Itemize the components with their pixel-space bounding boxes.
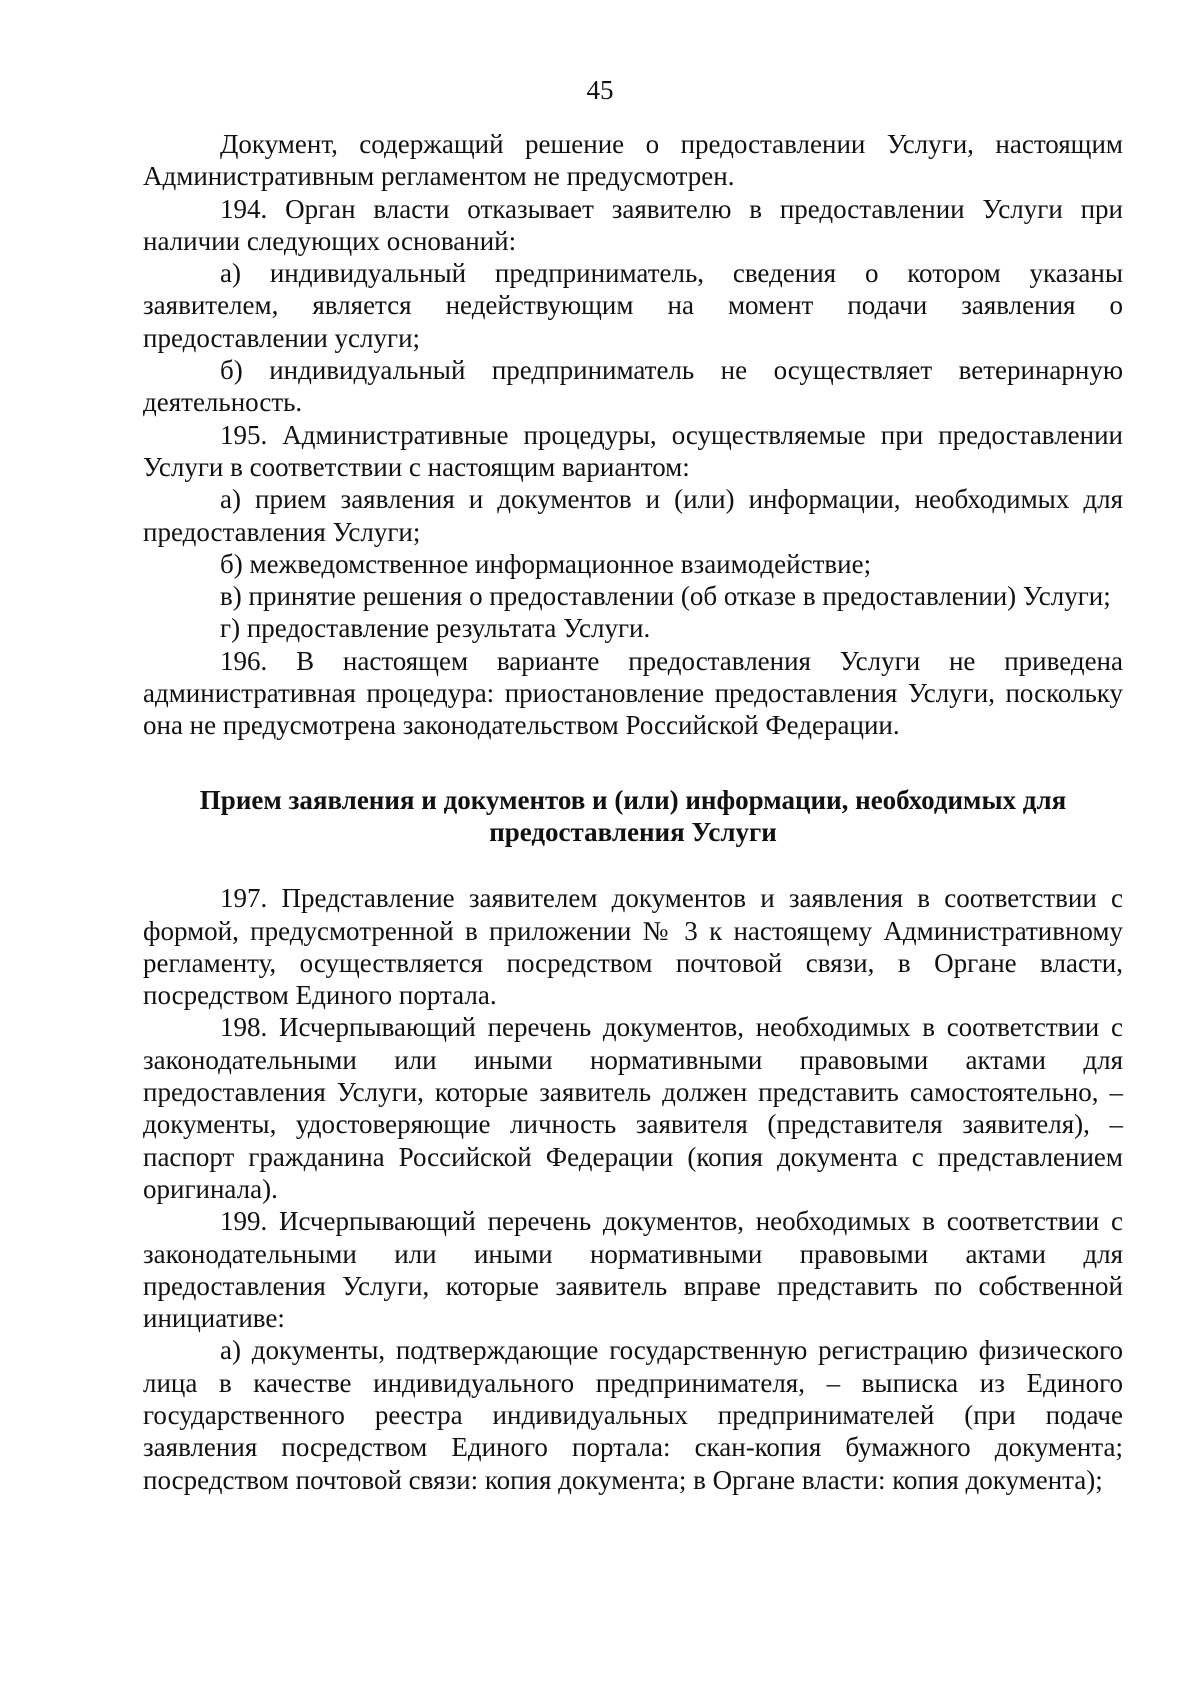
- paragraph-194-b: б) индивидуальный предприниматель не осуществляет ветеринарную деятельность.: [143, 355, 1123, 418]
- paragraph-199-a: а) документы, подтверждающие государственную регистрацию физического лица в качестве индивидуального предпринимателя, – выписка из Единого государственного реестра индивидуальных предпринимателей (при подаче заявления посредством Единого портала: скан-копия бумажного документа; посредством почтовой связи: копия документа; в Органе власти: копия документа);: [143, 1335, 1123, 1495]
- paragraph-199: 199. Исчерпывающий перечень документов, необходимых в соответствии с законодательными или иными нормативными правовыми актами для предоставления Услуги, которые заявитель вправе представить по собственной инициативе:: [143, 1206, 1123, 1334]
- paragraph-194-a: а) индивидуальный предприниматель, сведения о котором указаны заявителем, является недействующим на момент подачи заявления о предоставлении услуги;: [143, 258, 1123, 353]
- paragraph-195-b: б) межведомственное информационное взаимодействие;: [220, 548, 872, 579]
- section-heading: Прием заявления и документов и (или) информации, необходимых для предоставления Услуги: [199, 784, 1067, 847]
- paragraph-195-g: г) предоставление результата Услуги.: [220, 613, 651, 644]
- paragraph-194: 194. Орган власти отказывает заявителю в предоставлении Услуги при наличии следующих оснований:: [143, 193, 1123, 256]
- paragraph-195: 195. Административные процедуры, осуществляемые при предоставлении Услуги в соответствии с настоящим вариантом:: [143, 419, 1123, 482]
- paragraph: Документ, содержащий решение о предоставлении Услуги, настоящим Административным регламентом не предусмотрен.: [143, 129, 1123, 192]
- paragraph-195-v: в) принятие решения о предоставлении (об отказе в предоставлении) Услуги;: [220, 581, 1111, 612]
- page-number: 45: [586, 75, 614, 105]
- paragraph-198: 198. Исчерпывающий перечень документов, необходимых в соответствии с законодательными или иными нормативными правовыми актами для предоставления Услуги, которые заявитель должен представить самостоятельно, – документы, удостоверяющие личность заявителя (представителя заявителя), – паспорт гражданина Российской Федерации (копия документа с представлением оригинала).: [143, 1012, 1123, 1204]
- paragraph-197: 197. Представление заявителем документов и заявления в соответствии с формой, предусмотренной в приложении № 3 к настоящему Административному регламенту, осуществляется посредством почтовой связи, в Органе власти, посредством Единого портала.: [143, 883, 1123, 1011]
- paragraph-196: 196. В настоящем варианте предоставления Услуги не приведена административная процедура: приостановление предоставления Услуги, поскольку она не предусмотрена законодательством Российской Федерации.: [143, 645, 1123, 741]
- document-body: [143, 128, 1123, 1496]
- paragraph-195-a: а) прием заявления и документов и (или) информации, необходимых для предоставления Услуги;: [143, 484, 1123, 547]
